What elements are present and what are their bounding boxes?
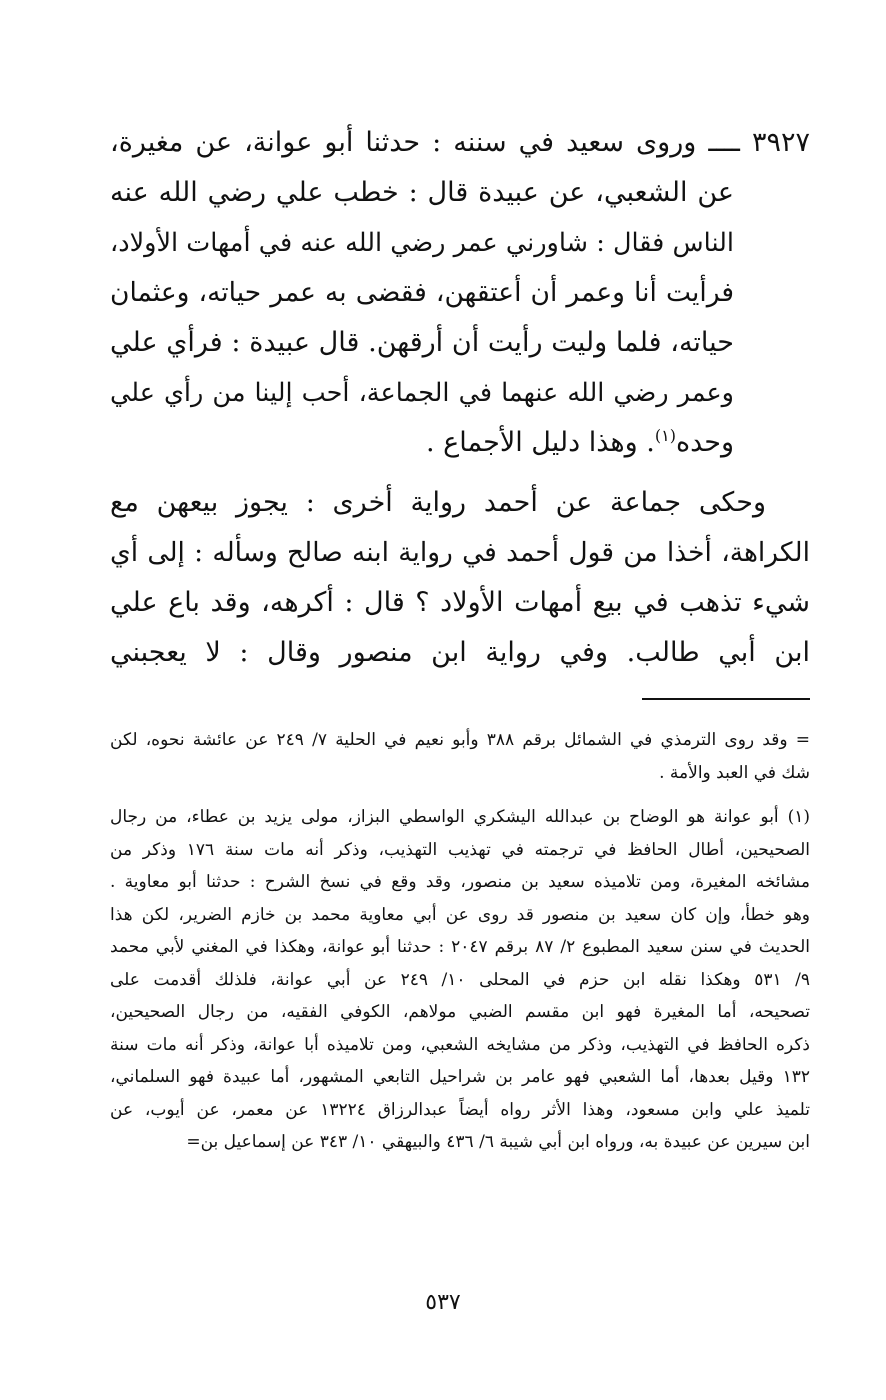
footnote-continued: [110, 724, 810, 789]
text-line: فرأيت أنا وعمر أن أعتقهن، فقضى به عمر حياته، وعثمان: [110, 277, 734, 308]
main-text: [110, 118, 810, 678]
footnote-line: الحديث في سنن سعيد المطبوع ٢/ ٨٧ برقم ٢٠٤٧ : حدثنا أبو عوانة، وهكذا في المغني لأبي محمد: [110, 937, 811, 957]
footnote-line: ابن سيرين عن عبيدة به، ورواه ابن أبي شيبة ٦/ ٤٣٦ والبيهقي ١٠/ ٣٤٣ عن إسماعيل بن=: [186, 1132, 810, 1152]
text-fragment: . وهذا دليل الأجماع .: [426, 427, 655, 458]
text-line: [110, 418, 810, 468]
footnote-line: تصحيحه، أما المغيرة فهو ابن مقسم الضبي مولاهم، الكوفي الفقيه، من رجال الصحيحين،: [110, 1002, 810, 1022]
entry-3927-paragraph: [110, 118, 810, 468]
footnote-1: [110, 801, 810, 1159]
footnote-line: وهو خطأ، وإن كان سعيد بن منصور قد روى عن أبي معاوية محمد بن خازم الضرير، لكن هذا: [110, 904, 810, 925]
text-line: وحكى جماعة عن أحمد رواية أخرى : يجوز بيعهن مع: [110, 487, 766, 518]
text-line: وعمر رضي الله عنهما في الجماعة، أحب إلينا من رأي علي: [110, 378, 734, 408]
text-line: ٣٩٢٧ ــــ وروى سعيد في سننه : حدثنا أبو عوانة، عن مغيرة،: [110, 127, 810, 158]
text-line: حياته، فلما وليت رأيت أن أرقهن. قال عبيدة : فرأي علي: [110, 327, 734, 358]
footnote-divider: [642, 698, 810, 700]
footnote-line: الصحيحين، أطال الحافظ في ترجمته في تهذيب التهذيب، وذكر أنه مات سنة ١٧٦ وذكر من: [110, 839, 811, 860]
footnote-line: مشائخه المغيرة، ومن تلاميذه سعيد بن منصور، وقد وقع في نسخ الشرح : حدثنا أبو معاوية .: [110, 872, 810, 892]
page-number: ٥٣٧: [425, 1290, 461, 1315]
text-line: شيء تذهب في بيع أمهات الأولاد ؟ قال : أكرهه، وقد باع علي: [110, 587, 810, 618]
footnote-line: شك في العبد والأمة .: [659, 762, 810, 783]
text-line: الكراهة، أخذا من قول أحمد في رواية ابنه صالح وسأله : إلى أي: [110, 537, 810, 568]
text-line: ابن أبي طالب. وفي رواية ابن منصور وقال : لا يعجبني: [110, 637, 810, 668]
footnote-line: = وقد روى الترمذي في الشمائل برقم ٣٨٨ وأبو نعيم في الحلية ٧/ ٢٤٩ عن عائشة نحوه، لكن: [110, 730, 810, 750]
footnote-line: تلميذ علي وابن مسعود، وهذا الأثر رواه أيضاً عبدالرزاق ١٣٢٢٤ عن معمر، عن أيوب، عن: [110, 1099, 810, 1120]
second-paragraph: [110, 478, 810, 678]
footnote-reference: (١): [654, 426, 676, 445]
footnote-line: (١) أبو عوانة هو الوضاح بن عبدالله اليشكري الواسطي البزاز، مولى يزيد بن عطاء، من رجال: [110, 807, 810, 827]
footnotes-section: [110, 724, 810, 1159]
footnote-line: ٩/ ٥٣١ وهكذا نقله ابن حزم في المحلى ١٠/ ٢٤٩ عن أبي عوانة، فلذلك أقدمت على: [110, 969, 810, 990]
text-fragment: وحده: [675, 427, 734, 458]
footnote-line: ذكره الحافظ في التهذيب، وذكر من مشايخه الشعبي، ومن تلاميذه أبا عوانة، وذكر أنه مات سنة: [110, 1034, 810, 1055]
text-line: الناس فقال : شاورني عمر رضي الله عنه في أمهات الأولاد،: [110, 228, 734, 258]
text-line: عن الشعبي، عن عبيدة قال : خطب علي رضي الله عنه: [110, 177, 734, 208]
footnote-line: ١٣٢ وقيل بعدها، أما الشعبي فهو عامر بن شراحيل التابعي المشهور، أما عبيدة فهو السلماني،: [110, 1067, 810, 1087]
